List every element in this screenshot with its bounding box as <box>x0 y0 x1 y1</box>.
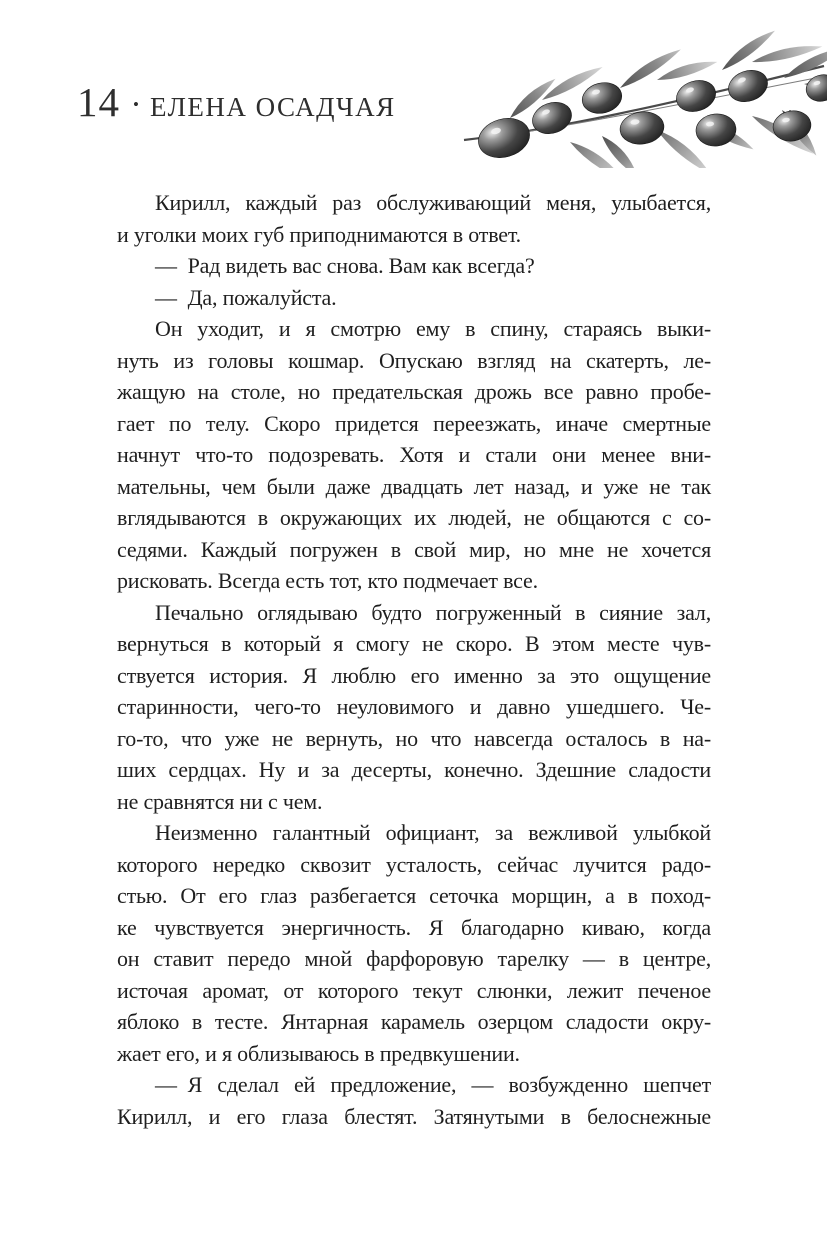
text-line: Печально оглядываю будто погруженный в сияние зал, <box>155 599 711 625</box>
text-line: которого нередко сквозит усталость, сейчас лучится радо- <box>117 851 711 877</box>
page-number: 14 <box>77 79 120 125</box>
text-line: старинности, чего-то неуловимого и давно ушедшего. Че- <box>117 694 711 719</box>
text-line: Кирилл, и его глаза блестят. Затянутыми в белоснежные <box>117 1103 711 1129</box>
text-line: седями. Каждый погружен в свой мир, но мне не хочется <box>117 536 711 562</box>
header-bullet-separator: • <box>133 95 139 114</box>
text-line: жает его, и я облизываюсь в предвкушении. <box>117 1040 520 1066</box>
text-line: нуть из головы кошмар. Опускаю взгляд на скатерть, ле- <box>117 347 711 373</box>
text-line: — Рад видеть вас снова. Вам как всегда? <box>155 253 535 278</box>
text-line: Он уходит, и я смотрю ему в спину, стараясь выки- <box>155 316 711 341</box>
header-author-name: ЕЛЕНА ОСАДЧАЯ <box>149 92 396 122</box>
text-line: — Да, пожалуйста. <box>155 284 337 310</box>
text-line: гает по телу. Скоро придется переезжать, иначе смертные <box>117 410 711 436</box>
running-head <box>77 79 396 125</box>
text-line: ке чувствуется энергичность. Я благодарно киваю, когда <box>117 914 711 940</box>
text-line: не сравнятся ни с чем. <box>117 788 323 814</box>
text-line: ствуется история. Я люблю его именно за это ощущение <box>117 662 711 688</box>
text-line: источая аромат, от которого текут слюнки, лежит печеное <box>117 977 711 1003</box>
text-line: и уголки моих губ приподнимаются в ответ. <box>117 221 521 247</box>
text-line: вглядываются в окружающих их людей, не общаются с со- <box>117 505 711 530</box>
text-line: стью. От его глаз разбегается сеточка морщин, а в поход- <box>117 883 711 908</box>
text-line: го-то, что уже не вернуть, но что навсегда осталось в на- <box>117 725 711 751</box>
text-line: мательны, чем были даже двадцать лет назад, и уже не так <box>117 473 711 499</box>
text-line: Кирилл, каждый раз обслуживающий меня, улыбается, <box>155 190 711 215</box>
text-line: — Я сделал ей предложение, — возбужденно шепчет <box>155 1072 711 1097</box>
body-text <box>117 187 711 1132</box>
text-line: вернуться в который я смогу не скоро. В этом месте чув- <box>117 631 711 656</box>
text-line: рисковать. Всегда есть тот, кто подмечает все. <box>117 568 538 593</box>
olive-branch-illustration <box>452 18 827 168</box>
text-line: начнут что-то подозревать. Хотя и стали они менее вни- <box>117 442 711 467</box>
text-line: жащую на столе, но предательская дрожь все равно пробе- <box>117 379 711 404</box>
text-line: ших сердцах. Ну и за десерты, конечно. Здешние сладости <box>117 757 711 782</box>
olive-branch-icon <box>452 18 827 168</box>
text-line: Неизменно галантный официант, за вежливой улыбкой <box>155 820 711 845</box>
text-line: яблоко в тесте. Янтарная карамель озерцом сладости окру- <box>117 1009 711 1034</box>
text-line: он ставит передо мной фарфоровую тарелку — в центре, <box>117 946 711 971</box>
